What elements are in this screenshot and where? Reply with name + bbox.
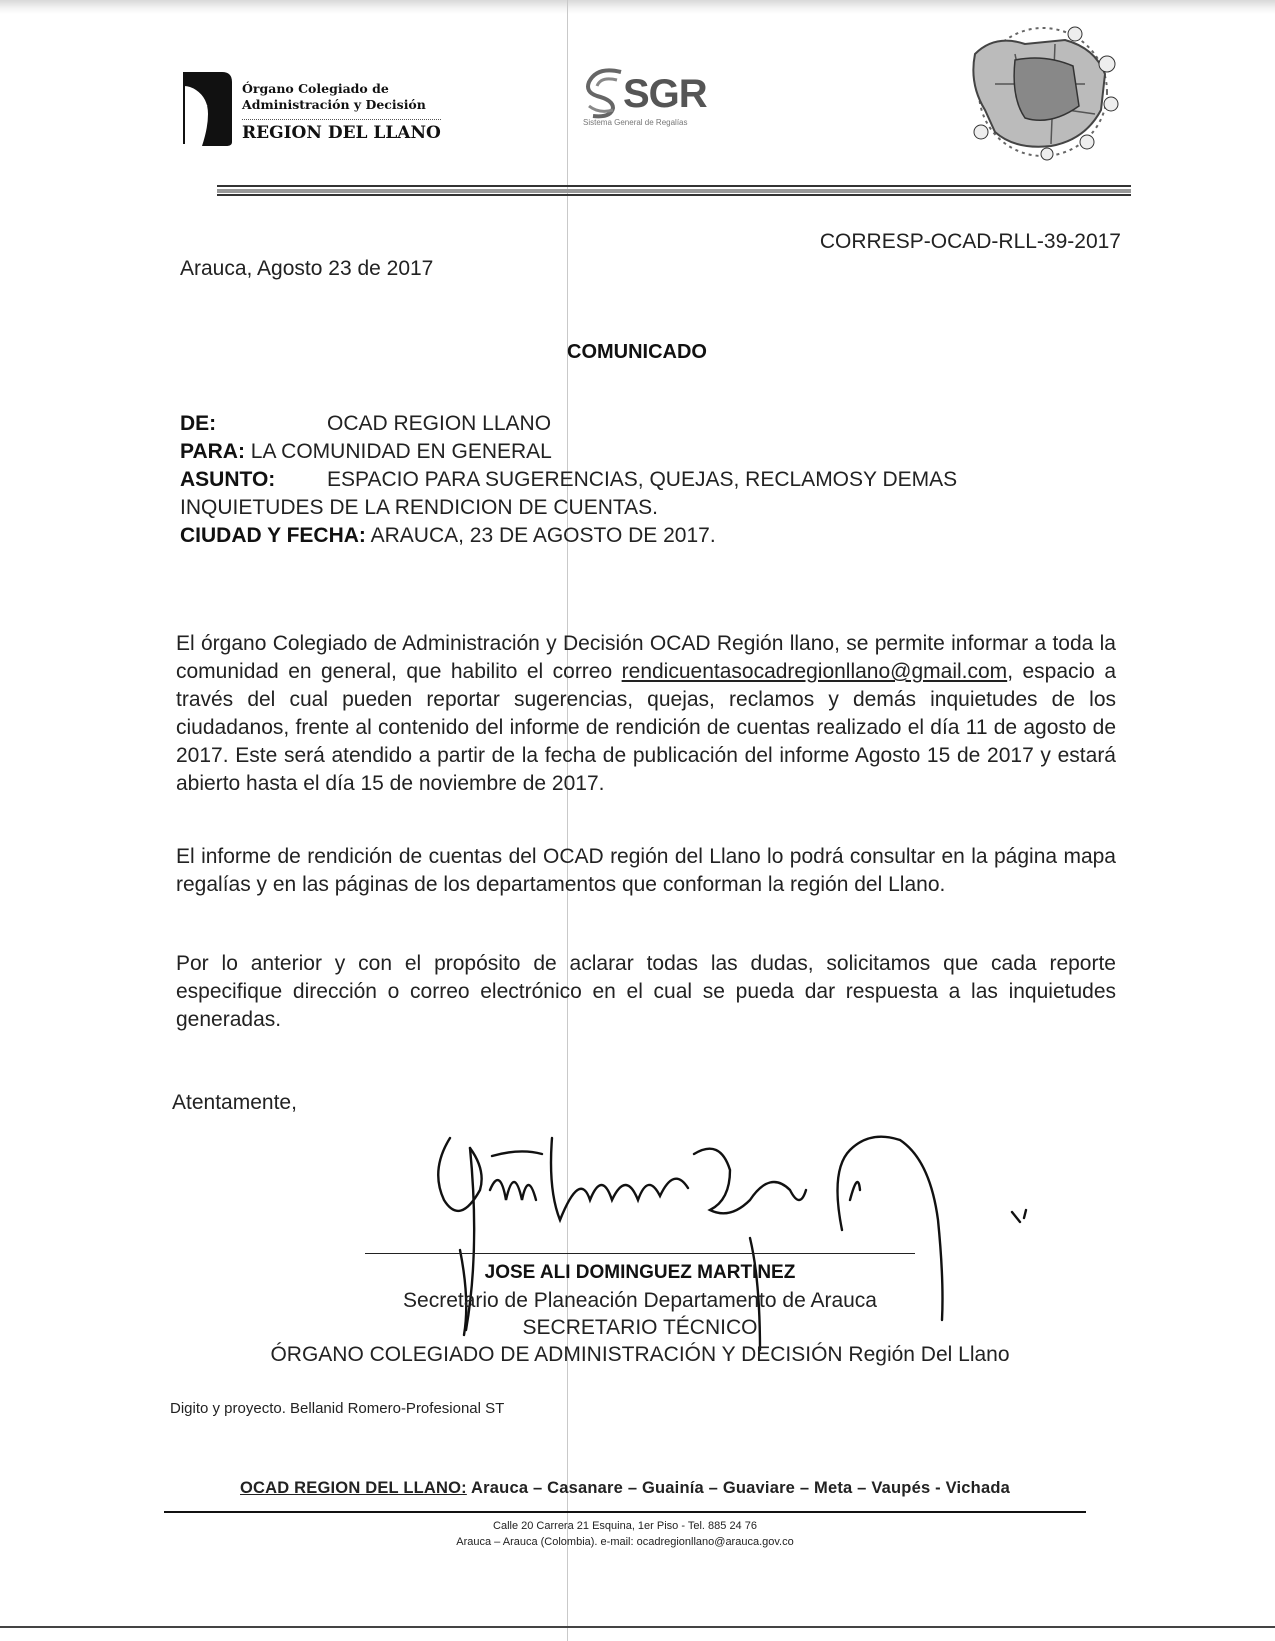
contact-email-link[interactable]: rendicuentasocadregionllano@gmail.com [621, 660, 1008, 683]
signer-name: JOSE ALI DOMINGUEZ MARTINEZ [484, 1262, 796, 1283]
body-paragraph-2: El informe de rendición de cuentas del OCAD región del Llano lo podrá consultar en la página mapa regalías y en las páginas de los departamentos que conforman la región del Llano. [176, 845, 1116, 896]
meta-asunto [180, 466, 1080, 494]
logo-line-3: REGION DEL LLANO [242, 119, 441, 143]
document-reference: CORRESP-OCAD-RLL-39-2017 [819, 230, 1121, 253]
header-divider [217, 183, 1131, 197]
meta-ciudad-label: CIUDAD Y FECHA: [180, 524, 366, 547]
meta-de-value: OCAD REGION LLANO [327, 412, 552, 435]
signature-line [365, 1253, 915, 1254]
footer-contact: Arauca – Arauca (Colombia). e-mail: ocadregionllano@arauca.gov.co [456, 1536, 794, 1548]
meta-de-label: DE: [180, 412, 217, 435]
page-title: COMUNICADO [567, 341, 707, 363]
signer-role-1: Secretario de Planeación Departamento de Arauca [403, 1289, 877, 1312]
footer-regions-list: Arauca – Casanare – Guainía – Guaviare – Meta – Vaupés - Vichada [471, 1479, 1010, 1497]
logo-line-2: Administración y Decisión [242, 97, 426, 112]
region-map-emblem-icon [955, 14, 1127, 164]
typist-note: Digito y proyecto. Bellanid Romero-Profesional ST [170, 1400, 505, 1417]
page-fold-line [567, 0, 568, 1641]
meta-para [180, 438, 1080, 466]
closing: Atentamente, [172, 1091, 297, 1114]
signer-role-2: SECRETARIO TÉCNICO [522, 1316, 758, 1339]
p1-text-end: , espacio a través del cual pueden reportar sugerencias, quejas, reclamos y demás inquietudes de los ciudadanos, frente al contenido del informe de rendición de cuentas realizado el día 11 de agosto de 2017. Este será atendido a partir de la fecha de publicación del informe Agosto 15 de 2017 y estará abierto hasta el día 15 de noviembre de 2017. [176, 660, 1116, 795]
ocad-leaf-icon [182, 68, 234, 148]
footer-address: Calle 20 Carrera 21 Esquina, 1er Piso - Tel. 885 24 76 [493, 1520, 757, 1532]
meta-ciudad-value: ARAUCA, 23 DE AGOSTO DE 2017. [370, 524, 716, 547]
meta-para-value: LA COMUNIDAD EN GENERAL [250, 440, 552, 463]
ocad-logo [182, 68, 442, 150]
sgr-logo [583, 60, 713, 138]
meta-asunto-cont [180, 494, 1080, 522]
sgr-wordmark: SGR [623, 72, 707, 116]
city-date: Arauca, Agosto 23 de 2017 [180, 257, 434, 280]
signer-role-3: ÓRGANO COLEGIADO DE ADMINISTRACIÓN Y DECISIÓN Región Del Llano [270, 1343, 1010, 1366]
p1-text-start: El órgano Colegiado de Administración y Decisión OCAD Región llano, se permite informar a toda la comunidad en general, que habilito el correo [176, 632, 1116, 683]
footer-label: OCAD REGION DEL LLANO: [240, 1479, 467, 1497]
body-paragraph-3: Por lo anterior y con el propósito de aclarar todas las dudas, solicitamos que cada reporte especifique dirección o correo electrónico en el cual se pueda dar respuesta a las inquietudes generadas. [176, 952, 1116, 1031]
meta-de [180, 410, 1080, 438]
meta-asunto-value-2: INQUIETUDES DE LA RENDICION DE CUENTAS. [180, 496, 659, 519]
meta-ciudad [180, 522, 1080, 550]
footer-regions [164, 1479, 1086, 1513]
body-paragraph-1 [176, 630, 1116, 798]
logo-line-1: Órgano Colegiado de [242, 81, 389, 96]
scan-bottom-edge [0, 1626, 1275, 1628]
scan-edge [0, 0, 1275, 14]
meta-asunto-value-1: ESPACIO PARA SUGERENCIAS, QUEJAS, RECLAMOSY DEMAS [327, 468, 958, 491]
meta-para-label: PARA: [180, 440, 245, 463]
meta-asunto-label: ASUNTO: [180, 468, 276, 491]
sgr-subtitle: Sistema General de Regalías [583, 118, 688, 127]
